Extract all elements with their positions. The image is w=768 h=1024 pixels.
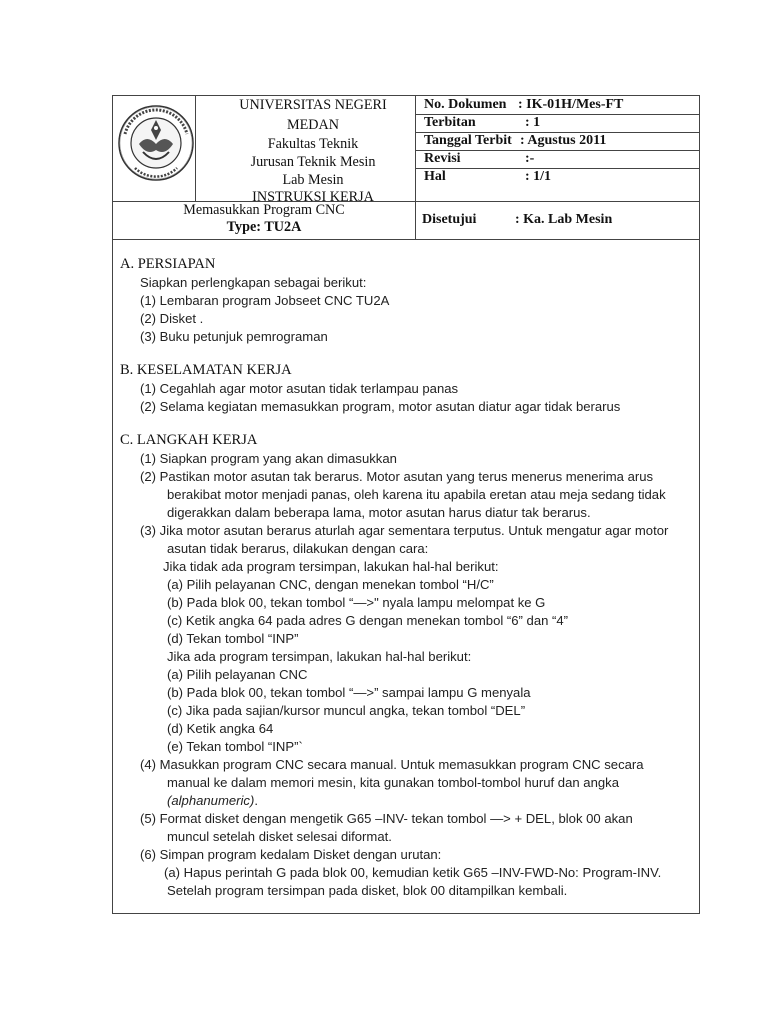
sub-item: (a) Pilih pelayanan CNC [167, 667, 308, 682]
institution-line: Lab Mesin [282, 172, 344, 188]
list-item: (2) Disket . [140, 311, 204, 326]
institution-line: MEDAN [286, 117, 340, 133]
section-a-intro: Siapkan perlengkapan sebagai berikut: [140, 275, 367, 290]
section-a-heading: A. PERSIAPAN [120, 256, 216, 272]
section-b-heading: B. KESELAMATAN KERJA [120, 362, 292, 378]
sub-item: (c) Jika pada sajian/kursor muncul angka, tekan tombol “DEL” [167, 703, 526, 718]
sub-item: (d) Tekan tombol “INP” [167, 631, 299, 646]
step-2-line: digerakkan dalam beberapa lama, motor asutan harus diatur tak berarus. [167, 505, 591, 520]
header-table [113, 96, 699, 240]
sub-item: (b) Pada blok 00, tekan tombol “—>" nyala lampu melompat ke G [167, 595, 546, 610]
list-item: (1) Cegahlah agar motor asutan tidak terlampau panas [140, 381, 459, 396]
meta-value: :- [525, 151, 535, 166]
step-4-line: (4) Masukkan program CNC secara manual. Untuk memasukkan program CNC secara [140, 757, 644, 772]
step-3-line: asutan tidak berarus, dilakukan dengan cara: [167, 541, 429, 556]
university-logo [117, 104, 195, 182]
sub-item: (c) Ketik angka 64 pada adres G dengan menekan tombol “6” dan “4” [167, 613, 569, 628]
document-title [113, 202, 415, 236]
institution-block [213, 96, 413, 206]
meta-label: Hal [424, 169, 446, 184]
approval-label: Disetujui [422, 212, 477, 227]
institution-line: Jurusan Teknik Mesin [250, 154, 376, 170]
approval-value: : Ka. Lab Mesin [515, 212, 613, 227]
meta-value: : 1 [525, 115, 541, 130]
step-3-with-program: Jika ada program tersimpan, lakukan hal-hal berikut: [167, 649, 472, 664]
title-line: Type: TU2A [226, 219, 302, 235]
institution-line: Fakultas Teknik [267, 136, 359, 152]
meta-label: No. Dokumen [424, 97, 507, 112]
section-c-heading: C. LANGKAH KERJA [120, 432, 258, 448]
sub-item: (a) Pilih pelayanan CNC, dengan menekan tombol “H/C” [167, 577, 494, 592]
step-3-no-program: Jika tidak ada program tersimpan, lakukan hal-hal berikut: [163, 559, 499, 574]
meta-label: Revisi [424, 151, 461, 166]
meta-value: : Agustus 2011 [520, 133, 607, 148]
step-4-line [167, 792, 258, 810]
document-frame [112, 95, 700, 914]
list-item: (1) Lembaran program Jobseet CNC TU2A [140, 293, 390, 308]
step-2-line: berakibat motor menjadi panas, oleh karena itu apabila eretan atau meja sedang tidak [167, 487, 666, 502]
institution-line: UNIVERSITAS NEGERI [239, 97, 387, 113]
step-1: (1) Siapkan program yang akan dimasukkan [140, 451, 397, 466]
step-6-line: Setelah program tersimpan pada disket, blok 00 ditampilkan kembali. [167, 883, 568, 898]
meta-value: : IK-01H/Mes-FT [518, 97, 624, 112]
step-4-line: manual ke dalam memori mesin, kita gunakan tombol-tombol huruf dan angka [167, 775, 619, 790]
step-5-line: (5) Format disket dengan mengetik G65 –INV- tekan tombol —> + DEL, blok 00 akan [140, 811, 633, 826]
institution-line: INSTRUKSI KERJA [252, 189, 374, 205]
step-4-end: . [254, 793, 258, 808]
meta-value: : 1/1 [525, 169, 552, 184]
sub-item: (e) Tekan tombol “INP”` [167, 739, 303, 754]
meta-label: Tanggal Terbit [424, 133, 512, 148]
meta-label: Terbitan [424, 115, 476, 130]
alphanumeric-term: (alphanumeric) [167, 793, 255, 808]
step-3-line: (3) Jika motor asutan berarus aturlah agar sementara terputus. Untuk mengatur agar motor [140, 523, 669, 538]
sub-item: (d) Ketik angka 64 [167, 721, 274, 736]
step-6-line: (6) Simpan program kedalam Disket dengan urutan: [140, 847, 442, 862]
list-item: (3) Buku petunjuk pemrograman [140, 329, 328, 344]
step-6-line: (a) Hapus perintah G pada blok 00, kemudian ketik G65 –INV-FWD-No: Program-INV. [164, 865, 662, 880]
list-item: (2) Selama kegiatan memasukkan program, motor asutan diatur agar tidak berarus [140, 399, 621, 414]
sub-item: (b) Pada blok 00, tekan tombol “—>” sampai lampu G menyala [167, 685, 531, 700]
approval [422, 212, 613, 228]
step-2-line: (2) Pastikan motor asutan tak berarus. Motor asutan yang terus menerus menerima arus [140, 469, 654, 484]
step-5-line: muncul setelah disket selesai diformat. [167, 829, 392, 844]
title-line: Memasukkan Program CNC [183, 202, 345, 218]
